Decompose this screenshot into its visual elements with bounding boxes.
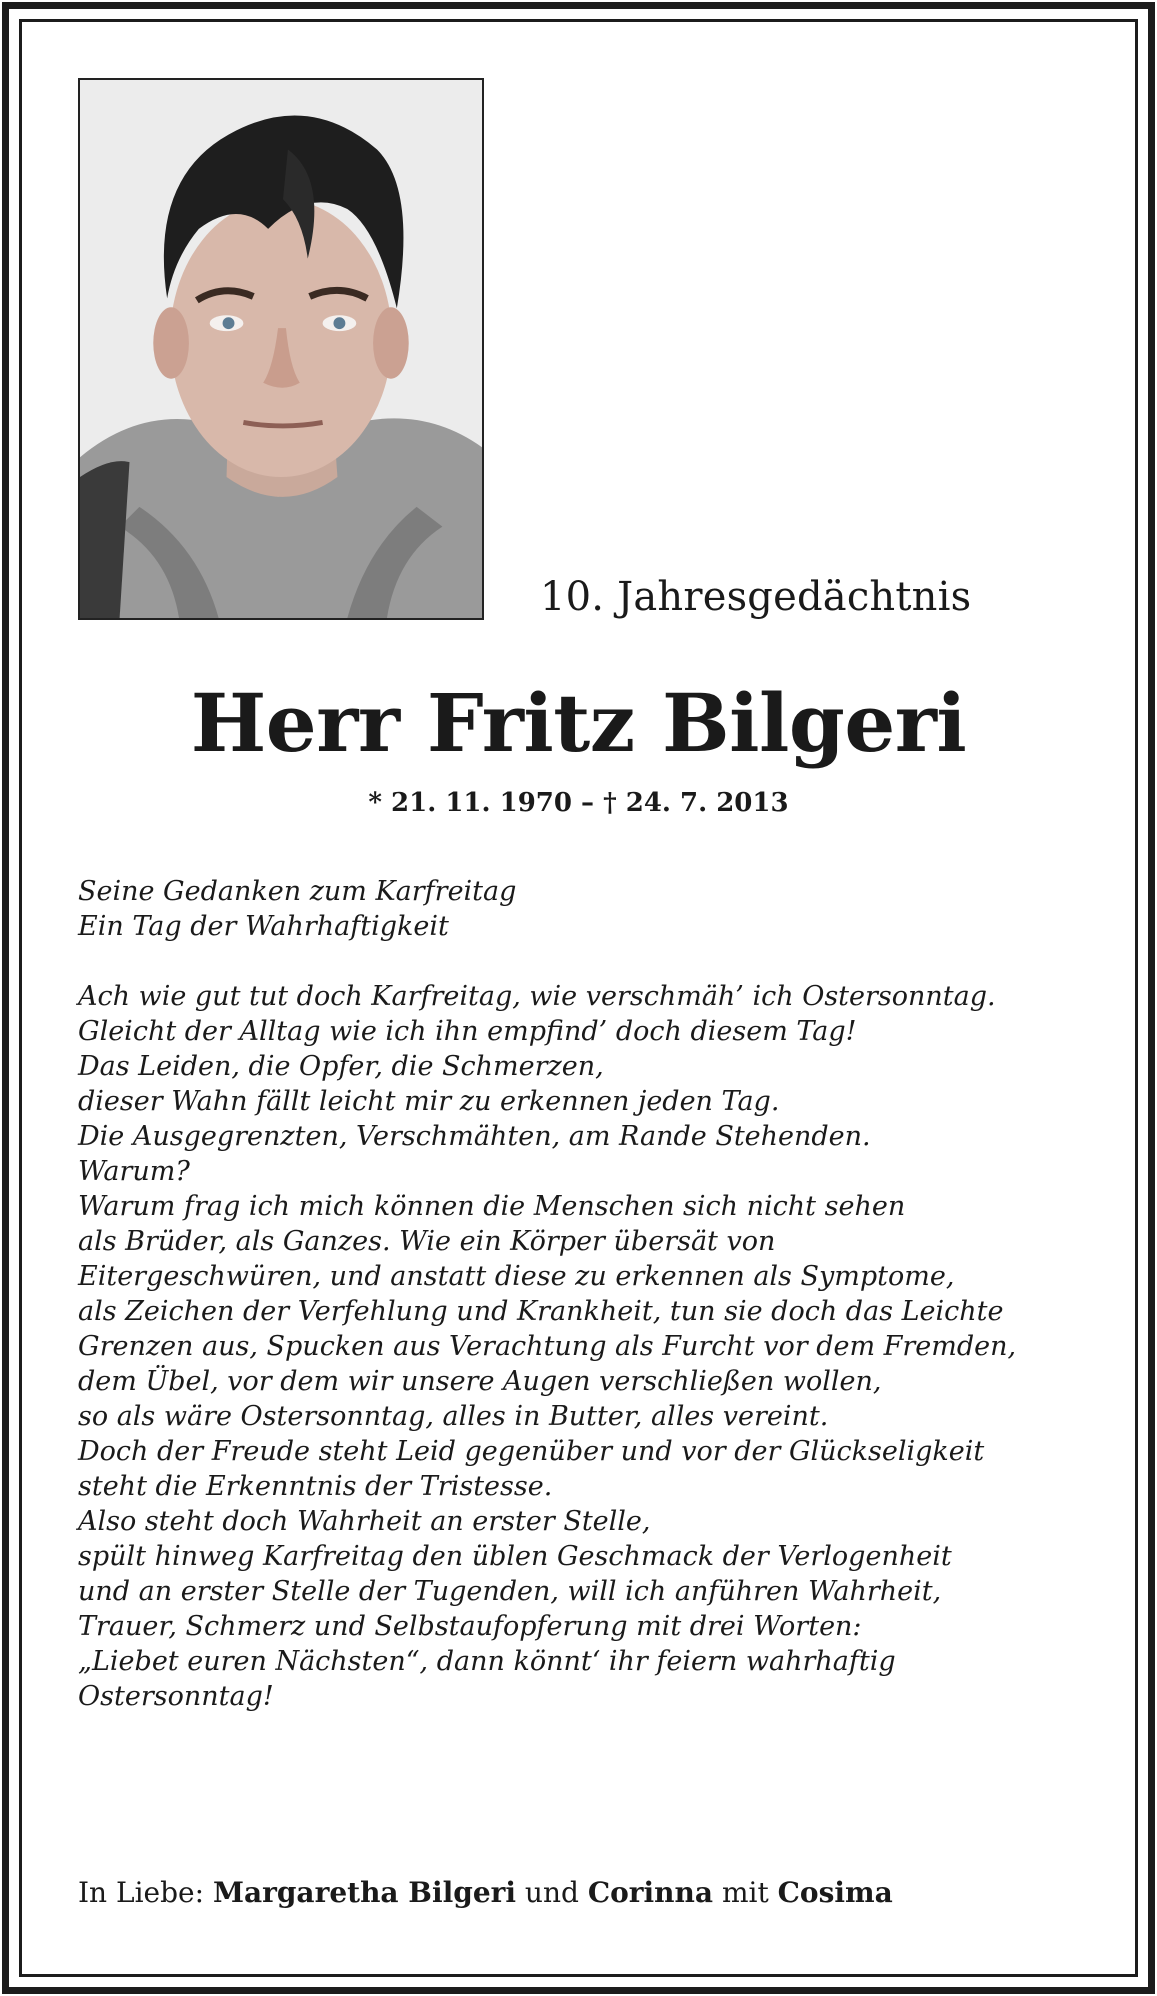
mourner-name: Cosima	[777, 1876, 893, 1909]
poem-line: spült hinweg Karfreitag den üblen Geschmack der Verlogenheit	[78, 1541, 952, 1572]
portrait-icon	[80, 80, 482, 618]
poem-line: als Brüder, als Ganzes. Wie ein Körper übersät von	[78, 1226, 776, 1257]
poem-line: dem Übel, vor dem wir unsere Augen verschließen wollen,	[78, 1366, 882, 1397]
poem-line: Trauer, Schmerz und Selbstaufopferung mit drei Worten:	[78, 1611, 862, 1642]
poem-title-line: Seine Gedanken zum Karfreitag	[78, 876, 517, 907]
poem-line: Gleicht der Alltag wie ich ihn empfind’ doch diesem Tag!	[78, 1016, 857, 1047]
poem	[78, 874, 1078, 1714]
poem-line: so als wäre Ostersonntag, alles in Butter, alles vereint.	[78, 1401, 829, 1432]
closing-line	[78, 1876, 893, 1909]
closing-conjunction: mit	[713, 1876, 778, 1909]
poem-line: als Zeichen der Verfehlung und Krankheit, tun sie doch das Leichte	[78, 1296, 1004, 1327]
poem-line: steht die Erkenntnis der Tristesse.	[78, 1471, 553, 1502]
poem-line: dieser Wahn fällt leicht mir zu erkennen jeden Tag.	[78, 1086, 780, 1117]
poem-line: Ostersonntag!	[78, 1681, 274, 1712]
poem-line: Ach wie gut tut doch Karfreitag, wie verschmäh’ ich Ostersonntag.	[78, 981, 996, 1012]
deceased-name: Herr Fritz Bilgeri	[190, 676, 967, 770]
poem-line: Warum frag ich mich können die Menschen sich nicht sehen	[78, 1191, 906, 1222]
mourner-name: Margaretha Bilgeri	[212, 1876, 517, 1909]
portrait-photo	[78, 78, 484, 620]
mourner-name: Corinna	[587, 1876, 714, 1909]
life-dates: * 21. 11. 1970 – † 24. 7. 2013	[368, 788, 789, 818]
anniversary-label: 10. Jahresgedächtnis	[540, 574, 972, 620]
poem-line: Warum?	[78, 1156, 190, 1187]
poem-line: Also steht doch Wahrheit an erster Stelle,	[78, 1506, 651, 1537]
poem-line: Eitergeschwüren, und anstatt diese zu erkennen als Symptome,	[78, 1261, 955, 1292]
poem-line: und an erster Stelle der Tugenden, will ich anführen Wahrheit,	[78, 1576, 942, 1607]
poem-line: Die Ausgegrenzten, Verschmähten, am Rande Stehenden.	[78, 1121, 871, 1152]
closing-conjunction: und	[516, 1876, 588, 1909]
poem-subtitle-line: Ein Tag der Wahrhaftigkeit	[78, 911, 449, 942]
poem-line: „Liebet euren Nächsten“, dann könnt‘ ihr feiern wahrhaftig	[78, 1646, 896, 1677]
poem-line: Das Leiden, die Opfer, die Schmerzen,	[78, 1051, 604, 1082]
poem-line: Grenzen aus, Spucken aus Verachtung als Furcht vor dem Fremden,	[78, 1331, 1017, 1362]
poem-line: Doch der Freude steht Leid gegenüber und vor der Glückseligkeit	[78, 1436, 985, 1467]
closing-prefix: In Liebe:	[78, 1876, 213, 1909]
stanza-gap	[78, 944, 1078, 979]
